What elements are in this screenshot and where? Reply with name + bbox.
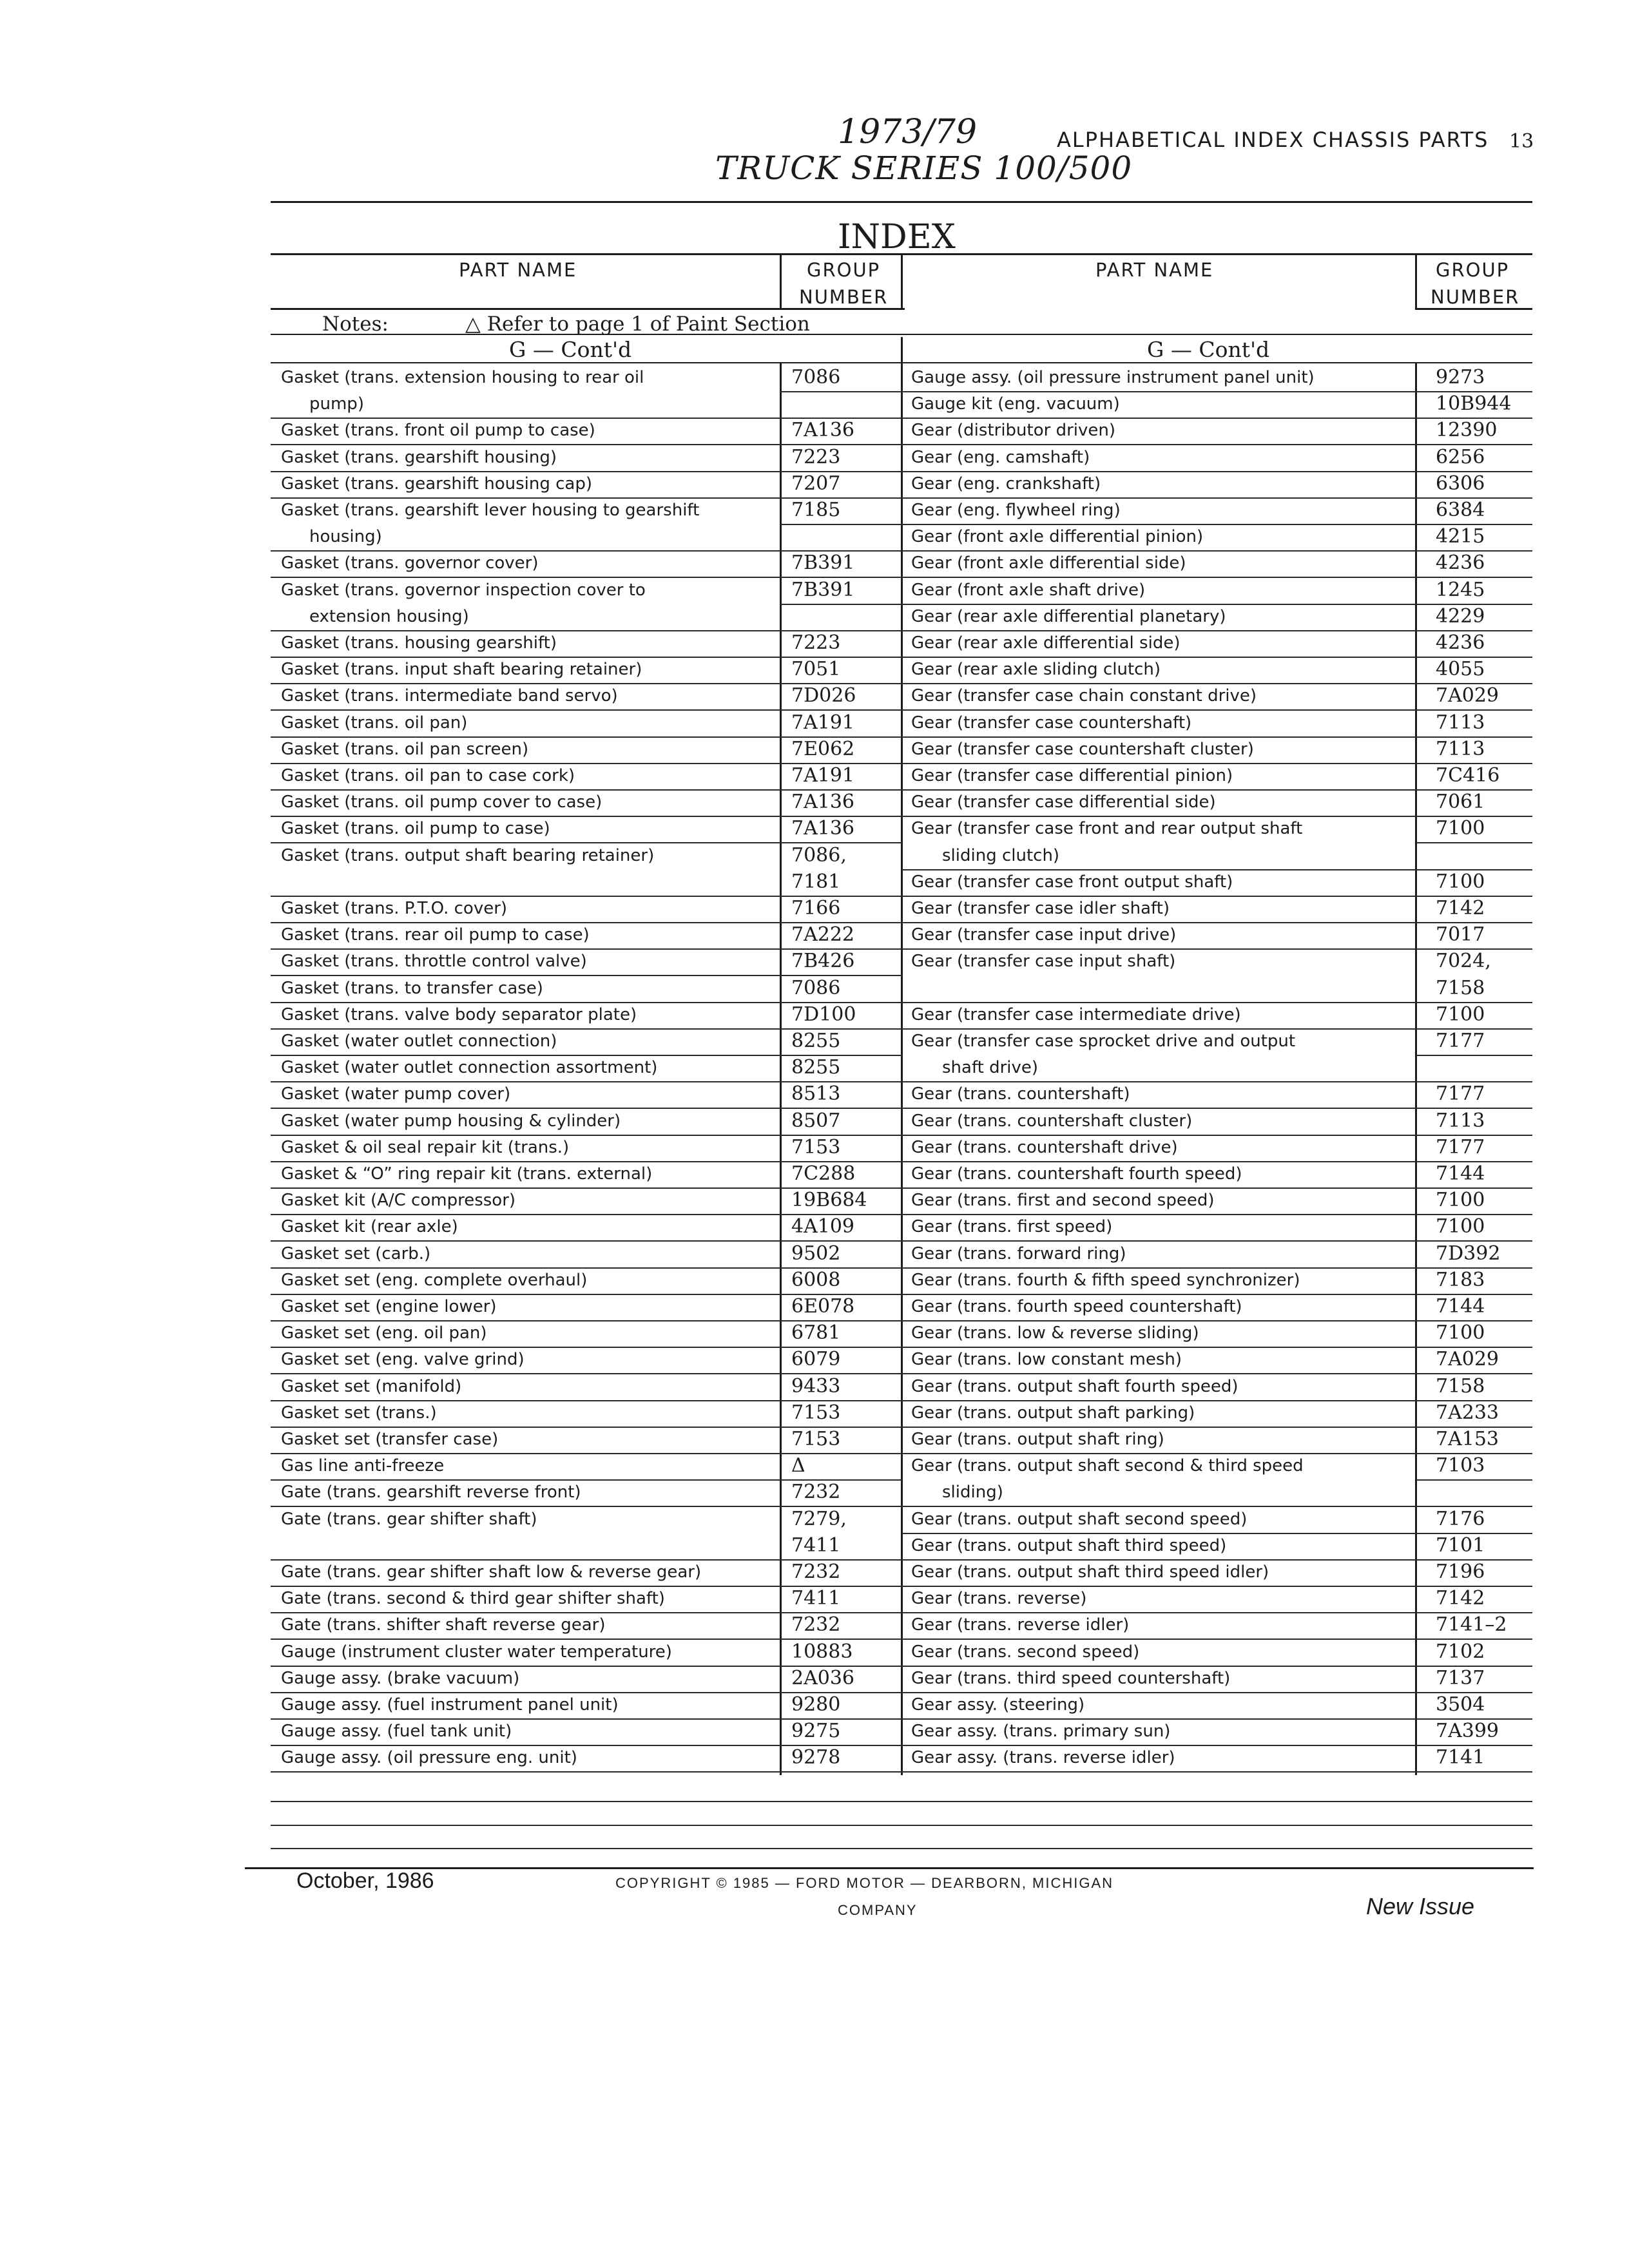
left-group-number: 7B426 — [780, 950, 902, 976]
table-row — [271, 1136, 1532, 1162]
left-part-name: Gas line anti-freeze — [271, 1454, 780, 1481]
index-title: INDEX — [838, 218, 956, 256]
right-part-name: Gauge kit (eng. vacuum) — [902, 392, 1416, 419]
left-part-name: Gasket (trans. governor inspection cover to — [281, 581, 646, 600]
right-group-number: 7C416 — [1416, 764, 1532, 791]
header-bottom-rule-right — [1415, 308, 1532, 310]
table-row — [271, 552, 1532, 578]
left-part-name: Gasket (trans. valve body separator plate) — [271, 1003, 780, 1030]
header-divider-right — [1415, 253, 1417, 308]
left-group-number: 7B391 — [780, 552, 902, 578]
right-group-number: 7142 — [1416, 1587, 1532, 1613]
right-group-number — [1416, 1481, 1532, 1507]
left-part-name: Gate (trans. gearshift reverse front) — [271, 1481, 780, 1507]
blank-rule — [271, 1825, 1532, 1826]
right-part-name: Gear (trans. output shaft third speed idler) — [902, 1561, 1416, 1587]
left-part-name: Gasket (trans. gearshift housing) — [271, 446, 780, 472]
right-part-name: Gear (trans. fourth speed countershaft) — [902, 1295, 1416, 1321]
left-group-number: 6008 — [780, 1269, 902, 1295]
right-group-number: 7A399 — [1416, 1720, 1532, 1746]
table-row — [271, 1481, 1532, 1507]
table-row — [271, 684, 1532, 711]
left-group-header-line1: GROUP — [807, 259, 881, 281]
left-group-number — [780, 392, 902, 419]
table-row — [271, 499, 1532, 525]
left-part-name: Gasket (trans. to transfer case) — [271, 977, 780, 1003]
table-row — [271, 525, 1532, 552]
left-group-number: 7C288 — [780, 1162, 902, 1189]
right-group-number: 6256 — [1416, 446, 1532, 472]
right-part-name: Gear (trans. first and second speed) — [902, 1189, 1416, 1215]
left-group-number: 7086 — [780, 366, 902, 392]
left-part-name: Gauge (instrument cluster water temperature) — [271, 1640, 780, 1667]
footer-copyright: COPYRIGHT © 1985 — FORD MOTOR — DEARBORN, MICHIGAN — [615, 1875, 1114, 1891]
left-part-name: Gasket (water outlet connection) — [271, 1030, 780, 1056]
right-group-number: 7017 — [1416, 923, 1532, 950]
right-group-number: 12390 — [1416, 419, 1532, 445]
table-row — [271, 1667, 1532, 1693]
right-part-name: Gear (transfer case intermediate drive) — [902, 1003, 1416, 1030]
right-part-name: Gear (eng. camshaft) — [902, 446, 1416, 472]
left-part-name: Gasket (trans. front oil pump to case) — [271, 419, 780, 445]
left-group-number: 7279, — [791, 1508, 847, 1530]
table-row — [271, 658, 1532, 684]
right-group-number: 4236 — [1416, 631, 1532, 658]
left-part-name: extension housing) — [271, 605, 780, 631]
right-group-number: 9273 — [1416, 366, 1532, 392]
left-group-number: 7051 — [780, 658, 902, 684]
left-group-number: 9280 — [780, 1693, 902, 1720]
left-group-number: 7207 — [780, 472, 902, 499]
footer-issue: New Issue — [1366, 1893, 1475, 1919]
table-row — [271, 472, 1532, 499]
section-heading-left: G — Cont'd — [509, 337, 632, 362]
right-part-name: Gear (trans. second speed) — [902, 1640, 1416, 1667]
table-row — [271, 1613, 1532, 1640]
right-group-number: 6384 — [1416, 499, 1532, 525]
right-group-number: 7144 — [1416, 1295, 1532, 1321]
right-part-name: Gear (trans. third speed countershaft) — [902, 1667, 1416, 1693]
right-group-number: 7100 — [1416, 870, 1532, 897]
left-group-number — [780, 525, 902, 552]
right-group-number: 7141 — [1416, 1746, 1532, 1773]
table-row — [271, 1215, 1532, 1242]
right-part-name: Gear (transfer case input shaft) — [911, 952, 1176, 971]
left-group-number: 9275 — [780, 1720, 902, 1746]
left-part-name: Gasket (trans. oil pan screen) — [271, 738, 780, 764]
left-part-name: Gate (trans. second & third gear shifter shaft) — [271, 1587, 780, 1613]
left-group-number: 7166 — [780, 897, 902, 923]
right-group-number: 7183 — [1416, 1269, 1532, 1295]
right-part-name: Gear (distributor driven) — [902, 419, 1416, 445]
table-row — [271, 1561, 1532, 1587]
left-part-name: Gasket (trans. oil pump to case) — [271, 817, 780, 843]
left-group-number: 7A191 — [780, 711, 902, 738]
blank-rule — [271, 1801, 1532, 1802]
right-group-number: 7158 — [1416, 977, 1532, 1003]
left-part-name: Gasket set (transfer case) — [271, 1428, 780, 1454]
table-row — [271, 1056, 1532, 1082]
left-group-number: 7A222 — [780, 923, 902, 950]
right-group-number: 7100 — [1416, 1321, 1532, 1348]
left-group-number: 7223 — [780, 446, 902, 472]
left-part-name: Gasket (trans. oil pan) — [271, 711, 780, 738]
right-part-name: Gear (transfer case front and rear output shaft — [911, 819, 1303, 838]
right-group-number: 7177 — [1416, 1136, 1532, 1162]
table-row — [271, 1534, 1532, 1561]
left-part-name: Gasket (water pump cover) — [271, 1082, 780, 1109]
left-group-number: 6079 — [780, 1348, 902, 1374]
right-group-number: 7D392 — [1416, 1242, 1532, 1269]
table-row — [271, 950, 1532, 976]
right-group-number: 7142 — [1416, 897, 1532, 923]
right-group-number — [1416, 844, 1532, 870]
table-row — [271, 977, 1532, 1003]
right-part-name: Gear (trans. low constant mesh) — [902, 1348, 1416, 1374]
left-group-number: 7153 — [780, 1428, 902, 1454]
table-row — [271, 392, 1532, 419]
right-part-name: Gear (trans. output shaft ring) — [902, 1428, 1416, 1454]
left-part-name: Gasket (trans. intermediate band servo) — [271, 684, 780, 711]
right-part-name: Gear (trans. countershaft cluster) — [902, 1110, 1416, 1136]
right-group-number: 10B944 — [1416, 392, 1532, 419]
right-group-number: 7100 — [1416, 817, 1532, 843]
right-part-name: Gear (trans. reverse idler) — [902, 1613, 1416, 1640]
right-part-name: Gear (transfer case sprocket drive and output — [911, 1032, 1296, 1051]
left-part-name: Gauge assy. (fuel tank unit) — [271, 1720, 780, 1746]
right-group-number: 7A233 — [1416, 1401, 1532, 1428]
table-row — [271, 1321, 1532, 1348]
left-group-number: 7153 — [780, 1401, 902, 1428]
left-group-number: 7232 — [780, 1613, 902, 1640]
table-row — [271, 1162, 1532, 1189]
left-group-number: 7153 — [780, 1136, 902, 1162]
left-part-name: Gasket kit (A/C compressor) — [271, 1189, 780, 1215]
left-group-number: 7411 — [780, 1587, 902, 1613]
left-part-name: Gasket (trans. input shaft bearing retainer) — [271, 658, 780, 684]
left-part-name: Gasket set (eng. oil pan) — [271, 1321, 780, 1348]
right-part-name: Gear (trans. low & reverse sliding) — [902, 1321, 1416, 1348]
right-part-name: Gear (transfer case idler shaft) — [902, 897, 1416, 923]
right-group-number: 4215 — [1416, 525, 1532, 552]
right-part-name: Gear (trans. countershaft) — [902, 1082, 1416, 1109]
right-part-name: Gear (transfer case input drive) — [902, 923, 1416, 950]
left-group-number: 7185 — [780, 499, 902, 525]
left-part-name: Gasket (trans. oil pan to case cork) — [271, 764, 780, 791]
left-part-name: housing) — [271, 525, 780, 552]
notes-reference: △ Refer to page 1 of Paint Section — [465, 312, 810, 336]
right-part-name: Gear (trans. output shaft third speed) — [902, 1534, 1416, 1561]
table-row — [271, 446, 1532, 472]
left-group-number: 2A036 — [780, 1667, 902, 1693]
left-group-number: 9433 — [780, 1375, 902, 1401]
left-part-name: Gasket (trans. output shaft bearing retainer) — [281, 846, 655, 865]
right-part-name: Gear (trans. forward ring) — [902, 1242, 1416, 1269]
table-row — [271, 1110, 1532, 1136]
right-group-number: 7101 — [1416, 1534, 1532, 1561]
right-group-number: 7113 — [1416, 1110, 1532, 1136]
right-group-number: 7137 — [1416, 1667, 1532, 1693]
right-part-name: Gear (rear axle differential side) — [902, 631, 1416, 658]
right-group-number: 7144 — [1416, 1162, 1532, 1189]
right-part-name: Gear (front axle differential pinion) — [902, 525, 1416, 552]
table-row — [271, 1242, 1532, 1269]
table-row — [271, 1693, 1532, 1720]
left-part-name: Gasket set (manifold) — [271, 1375, 780, 1401]
left-part-name — [271, 1534, 780, 1561]
right-part-name: Gear assy. (trans. reverse idler) — [902, 1746, 1416, 1773]
header-series: TRUCK SERIES 100/500 — [715, 149, 1133, 187]
right-group-number: 7A029 — [1416, 684, 1532, 711]
left-group-number: 8507 — [780, 1110, 902, 1136]
table-row — [271, 579, 1532, 605]
page-number: 13 — [1509, 130, 1534, 153]
left-part-name: Gasket (water outlet connection assortment) — [271, 1056, 780, 1082]
footer-company: COMPANY — [838, 1902, 918, 1918]
right-part-name: Gear (transfer case countershaft) — [902, 711, 1416, 738]
right-part-name: Gear (rear axle sliding clutch) — [902, 658, 1416, 684]
right-group-number: 4236 — [1416, 552, 1532, 578]
right-group-number: 7100 — [1416, 1215, 1532, 1242]
left-group-number: 7A136 — [780, 419, 902, 445]
left-group-number: 7B391 — [780, 579, 902, 605]
left-group-number: 6E078 — [780, 1295, 902, 1321]
table-row — [271, 419, 1532, 445]
left-part-name: Gasket (trans. rear oil pump to case) — [271, 923, 780, 950]
left-part-name-header: PART NAME — [459, 259, 577, 281]
left-part-name: Gasket & “O” ring repair kit (trans. external) — [271, 1162, 780, 1189]
left-group-number: 7D026 — [780, 684, 902, 711]
left-group-number — [780, 605, 902, 631]
left-part-name: Gasket (trans. oil pump cover to case) — [271, 791, 780, 817]
right-group-number: 4055 — [1416, 658, 1532, 684]
left-part-name: Gasket set (eng. complete overhaul) — [271, 1269, 780, 1295]
right-part-name: Gear (eng. flywheel ring) — [902, 499, 1416, 525]
left-part-name: Gauge assy. (fuel instrument panel unit) — [271, 1693, 780, 1720]
left-part-name: Gate (trans. gear shifter shaft) — [281, 1510, 537, 1529]
left-group-number: 10883 — [780, 1640, 902, 1667]
left-group-number: 7D100 — [780, 1003, 902, 1030]
right-group-number: 7100 — [1416, 1003, 1532, 1030]
left-group-number: 7232 — [780, 1481, 902, 1507]
table-row — [271, 738, 1532, 764]
table-row — [271, 817, 1532, 843]
left-group-number: 19B684 — [780, 1189, 902, 1215]
right-part-name: Gear (transfer case front output shaft) — [902, 870, 1416, 897]
right-group-number: 3504 — [1416, 1693, 1532, 1720]
right-group-number: 7100 — [1416, 1189, 1532, 1215]
table-row — [271, 1295, 1532, 1321]
right-part-name: Gear (transfer case differential side) — [902, 791, 1416, 817]
right-part-name: sliding) — [902, 1481, 1416, 1507]
left-group-number: 7A191 — [780, 764, 902, 791]
right-group-header-line2: NUMBER — [1431, 286, 1520, 308]
right-part-name: Gear (trans. output shaft second & third speed — [911, 1456, 1304, 1475]
right-group-number: 1245 — [1416, 579, 1532, 605]
right-part-name: Gear (rear axle differential planetary) — [902, 605, 1416, 631]
right-group-number: 7113 — [1416, 738, 1532, 764]
table-row — [271, 1030, 1532, 1056]
left-group-header-line2: NUMBER — [799, 286, 889, 308]
right-part-name: Gear (trans. output shaft parking) — [902, 1401, 1416, 1428]
table-row — [271, 1375, 1532, 1401]
left-group-number: 9278 — [780, 1746, 902, 1773]
table-row — [271, 1082, 1532, 1109]
table-row — [271, 631, 1532, 658]
header-year: 1973/79 — [838, 113, 978, 151]
right-group-number: 7103 — [1416, 1454, 1532, 1481]
footer-date: October, 1986 — [296, 1869, 434, 1893]
table-row — [271, 1348, 1532, 1374]
right-group-number: 7024, — [1436, 950, 1491, 972]
left-group-number: 7A136 — [780, 791, 902, 817]
table-row — [271, 1720, 1532, 1746]
table-row — [271, 1587, 1532, 1613]
table-row — [271, 764, 1532, 791]
right-group-number: 7158 — [1416, 1375, 1532, 1401]
right-part-name: Gear (transfer case countershaft cluster) — [902, 738, 1416, 764]
left-part-name: Gasket (trans. gearshift housing cap) — [271, 472, 780, 499]
right-group-number: 7176 — [1416, 1508, 1532, 1534]
right-part-name: Gear (trans. reverse) — [902, 1587, 1416, 1613]
right-group-number: 7A153 — [1416, 1428, 1532, 1454]
right-part-name-header: PART NAME — [1095, 259, 1214, 281]
table-row — [271, 791, 1532, 817]
left-group-number: 8255 — [780, 1030, 902, 1056]
right-group-number: 7141–2 — [1416, 1613, 1532, 1640]
right-group-header-line1: GROUP — [1436, 259, 1510, 281]
left-part-name: pump) — [271, 392, 780, 419]
header-divider-left — [780, 253, 782, 308]
right-part-name — [902, 977, 1416, 1003]
left-group-number: 7086 — [780, 977, 902, 1003]
table-row — [271, 844, 1532, 870]
left-part-name: Gasket kit (rear axle) — [271, 1215, 780, 1242]
table-row — [271, 1508, 1532, 1534]
table-row — [271, 605, 1532, 631]
left-part-name: Gasket (trans. P.T.O. cover) — [271, 897, 780, 923]
right-part-name: Gear (trans. countershaft fourth speed) — [902, 1162, 1416, 1189]
header-rule — [271, 201, 1532, 203]
left-group-number: 7A136 — [780, 817, 902, 843]
left-group-number: 7411 — [780, 1534, 902, 1561]
right-part-name: Gauge assy. (oil pressure instrument panel unit) — [902, 366, 1416, 392]
notes-rule — [271, 334, 1532, 335]
table-row — [271, 897, 1532, 923]
table-row — [271, 1189, 1532, 1215]
notes-label: Notes: — [322, 312, 389, 336]
left-part-name: Gasket & oil seal repair kit (trans.) — [271, 1136, 780, 1162]
left-group-number: 6781 — [780, 1321, 902, 1348]
right-part-name: Gear assy. (trans. primary sun) — [902, 1720, 1416, 1746]
left-group-number: 7086, — [791, 844, 847, 867]
left-part-name: Gasket (trans. housing gearshift) — [271, 631, 780, 658]
left-part-name: Gasket set (trans.) — [271, 1401, 780, 1428]
table-row — [271, 711, 1532, 738]
right-part-name: Gear (front axle differential side) — [902, 552, 1416, 578]
header-bottom-rule-left — [271, 308, 905, 310]
header-divider-center — [901, 253, 903, 308]
table-row — [271, 923, 1532, 950]
left-part-name: Gasket set (eng. valve grind) — [271, 1348, 780, 1374]
right-part-name: Gear assy. (steering) — [902, 1693, 1416, 1720]
right-group-number: 7196 — [1416, 1561, 1532, 1587]
left-part-name: Gasket (water pump housing & cylinder) — [271, 1110, 780, 1136]
left-group-number: Δ — [780, 1454, 902, 1481]
left-part-name: Gasket (trans. gearshift lever housing to gearshift — [281, 501, 700, 520]
left-part-name: Gasket set (carb.) — [271, 1242, 780, 1269]
blank-rule — [271, 1848, 1532, 1849]
right-group-number: 7113 — [1416, 711, 1532, 738]
left-part-name: Gasket set (engine lower) — [271, 1295, 780, 1321]
right-part-name: Gear (transfer case differential pinion) — [902, 764, 1416, 791]
footer-rule — [245, 1867, 1534, 1869]
table-row — [271, 1401, 1532, 1428]
table-row — [271, 366, 1532, 392]
left-group-number: 7232 — [780, 1561, 902, 1587]
right-group-number: 7061 — [1416, 791, 1532, 817]
right-part-name: sliding clutch) — [902, 844, 1416, 870]
table-row — [271, 1269, 1532, 1295]
right-group-number: 7A029 — [1416, 1348, 1532, 1374]
left-part-name: Gauge assy. (brake vacuum) — [271, 1667, 780, 1693]
left-part-name: Gate (trans. gear shifter shaft low & reverse gear) — [271, 1561, 780, 1587]
table-row — [271, 1003, 1532, 1030]
right-part-name: Gear (trans. countershaft drive) — [902, 1136, 1416, 1162]
table-row — [271, 1640, 1532, 1667]
left-group-number: 8513 — [780, 1082, 902, 1109]
right-part-name: shaft drive) — [902, 1056, 1416, 1082]
left-part-name: Gasket (trans. governor cover) — [271, 552, 780, 578]
left-group-number: 7181 — [780, 870, 902, 897]
right-part-name: Gear (trans. output shaft second speed) — [902, 1508, 1416, 1534]
table-row — [271, 1454, 1532, 1481]
table-row — [271, 1746, 1532, 1773]
right-part-name: Gear (transfer case chain constant drive) — [902, 684, 1416, 711]
left-part-name: Gasket (trans. extension housing to rear oil — [281, 368, 644, 387]
left-group-number: 4A109 — [780, 1215, 902, 1242]
right-part-name: Gear (front axle shaft drive) — [902, 579, 1416, 605]
right-part-name: Gear (eng. crankshaft) — [902, 472, 1416, 499]
right-part-name: Gear (trans. first speed) — [902, 1215, 1416, 1242]
right-part-name: Gear (trans. fourth & fifth speed synchronizer) — [902, 1269, 1416, 1295]
left-part-name: Gasket (trans. throttle control valve) — [271, 950, 780, 976]
left-part-name — [271, 870, 780, 897]
left-part-name: Gate (trans. shifter shaft reverse gear) — [271, 1613, 780, 1640]
left-part-name: Gauge assy. (oil pressure eng. unit) — [271, 1746, 780, 1773]
right-part-name: Gear (trans. output shaft fourth speed) — [902, 1375, 1416, 1401]
left-group-number: 7E062 — [780, 738, 902, 764]
header-title: ALPHABETICAL INDEX CHASSIS PARTS — [1057, 128, 1489, 152]
right-group-number: 7102 — [1416, 1640, 1532, 1667]
left-group-number: 9502 — [780, 1242, 902, 1269]
right-group-number — [1416, 1056, 1532, 1082]
right-group-number: 7177 — [1416, 1030, 1532, 1056]
left-group-number: 7223 — [780, 631, 902, 658]
right-group-number: 4229 — [1416, 605, 1532, 631]
table-row — [271, 870, 1532, 897]
right-group-number: 7177 — [1416, 1082, 1532, 1109]
left-group-number: 8255 — [780, 1056, 902, 1082]
right-group-number: 6306 — [1416, 472, 1532, 499]
section-heading-right: G — Cont'd — [1147, 337, 1270, 362]
table-row — [271, 1428, 1532, 1454]
